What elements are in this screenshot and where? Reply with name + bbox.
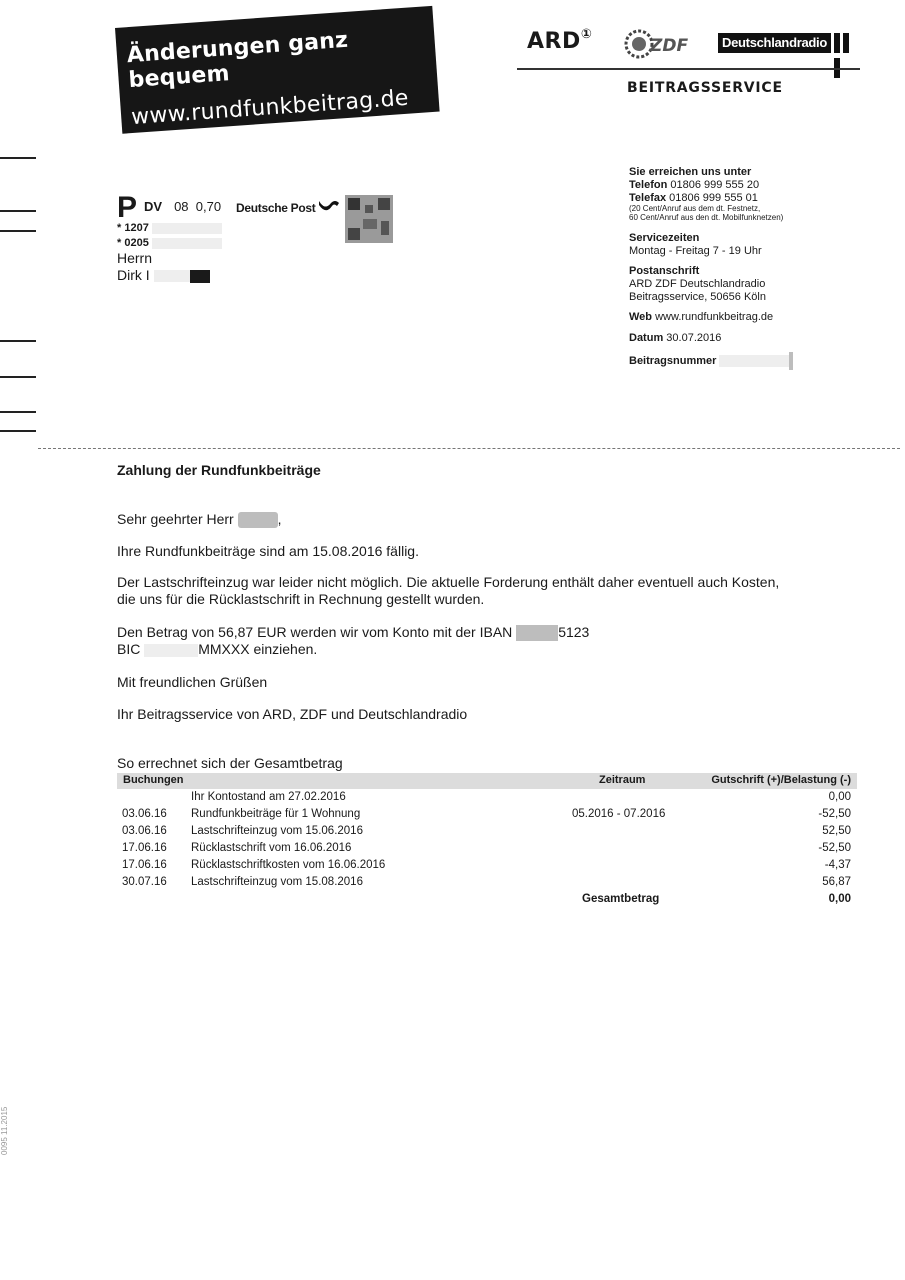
address-code-2: * 0205 bbox=[117, 237, 222, 249]
contact-cost-note: (20 Cent/Anruf aus dem dt. Festnetz, 60 Cent/Anruf aus den dt. Mobilfunknetzen) bbox=[629, 204, 784, 222]
table-total-row bbox=[117, 893, 857, 910]
table-row: Ihr Kontostand am 27.02.2016 0,00 bbox=[191, 791, 851, 803]
fold-dashed-line bbox=[38, 448, 900, 449]
postal-address-line2: Beitragsservice, 50656 Köln bbox=[629, 291, 766, 303]
table-row: 17.06.16 Rücklastschrift vom 16.06.2016 -52,50 bbox=[122, 842, 851, 854]
department-name: BEITRAGSSERVICE bbox=[627, 80, 783, 96]
matrix-code-icon bbox=[345, 195, 393, 243]
total-value: 0,00 bbox=[828, 893, 851, 905]
contact-fax: Telefax 01806 999 555 01 bbox=[629, 192, 758, 204]
total-label: Gesamtbetrag bbox=[582, 893, 660, 905]
table-row: 03.06.16 Rundfunkbeiträge für 1 Wohnung 05.2016 - 07.2016 -52,50 bbox=[122, 808, 851, 820]
zdf-logo bbox=[624, 27, 692, 61]
table-row: 30.07.16 Lastschrifteinzug vom 15.08.2016 56,87 bbox=[122, 876, 851, 888]
service-hours-label: Servicezeiten bbox=[629, 232, 700, 244]
promo-banner bbox=[115, 6, 440, 134]
letter-para-debit-1: Der Lastschrifteinzug war leider nicht möglich. Die aktuelle Forderung enthält daher eventuell auch Kosten, bbox=[117, 574, 780, 590]
banner-url: www.rundfunkbeitrag.de bbox=[130, 85, 410, 131]
ard-logo: ARD① bbox=[527, 27, 593, 54]
letter-subject: Zahlung der Rundfunkbeiträge bbox=[117, 462, 321, 478]
fold-mark bbox=[0, 340, 36, 342]
letter-para-debit-2: die uns für die Rücklastschrift in Rechnung gestellt wurden. bbox=[117, 591, 485, 607]
postal-address-line1: ARD ZDF Deutschlandradio bbox=[629, 278, 766, 290]
header-rule bbox=[517, 68, 860, 70]
recipient-salutation: Herrn bbox=[117, 250, 153, 266]
deutschlandradio-logo: Deutschlandradio bbox=[718, 33, 831, 53]
deutsche-post-label: Deutsche Post bbox=[236, 201, 316, 215]
letter-signature: Ihr Beitragsservice von ARD, ZDF und Deutschlandradio bbox=[117, 706, 468, 722]
web-address: Web www.rundfunkbeitrag.de bbox=[629, 311, 774, 323]
contact-phone: Telefon 01806 999 555 20 bbox=[629, 179, 760, 191]
letter-closing: Mit freundlichen Grüßen bbox=[117, 674, 268, 690]
address-code-1: * 1207 bbox=[117, 222, 222, 234]
table-header bbox=[117, 773, 857, 789]
contribution-number: Beitragsnummer bbox=[629, 352, 793, 370]
postal-address-label: Postanschrift bbox=[629, 265, 700, 277]
letter-date: Datum 30.07.2016 bbox=[629, 332, 722, 344]
fold-mark bbox=[0, 210, 36, 212]
fold-mark bbox=[0, 430, 36, 432]
svg-text:ZDF: ZDF bbox=[650, 36, 689, 56]
header-amount: Gutschrift (+)/Belastung (-) bbox=[711, 774, 851, 786]
table-row: 03.06.16 Lastschrifteinzug vom 15.06.2016 52,50 bbox=[122, 825, 851, 837]
letter-para-due: Ihre Rundfunkbeiträge sind am 15.08.2016 fällig. bbox=[117, 543, 419, 559]
fold-mark bbox=[0, 411, 36, 413]
fold-mark bbox=[0, 376, 36, 378]
postage-p-mark: P bbox=[117, 191, 138, 224]
letter-para-bic: BIC MMXXX einziehen. bbox=[117, 641, 318, 657]
letter-para-amount: Den Betrag von 56,87 EUR werden wir vom Konto mit der IBAN 5123 bbox=[117, 624, 590, 640]
recipient-name: Dirk I bbox=[117, 267, 210, 283]
service-hours: Montag - Freitag 7 - 19 Uhr bbox=[629, 245, 762, 257]
table-row: 17.06.16 Rücklastschriftkosten vom 16.06.2016 -4,37 bbox=[122, 859, 851, 871]
header-period: Zeitraum bbox=[599, 774, 646, 786]
banner-headline: Änderungen ganz bequem bbox=[126, 27, 349, 94]
posthorn-icon bbox=[317, 197, 341, 215]
deutschlandradio-bars-icon bbox=[834, 33, 860, 53]
fold-mark bbox=[0, 230, 36, 232]
contact-reach-label: Sie erreichen uns unter bbox=[629, 166, 752, 178]
form-code-note: 0095 11.2015 bbox=[0, 1106, 9, 1155]
table-title: So errechnet sich der Gesamtbetrag bbox=[117, 755, 343, 771]
letter-greeting: Sehr geehrter Herr , bbox=[117, 511, 282, 527]
postage-codes: DV 08 0,70 bbox=[144, 199, 222, 214]
fold-mark bbox=[0, 157, 36, 159]
header-bookings: Buchungen bbox=[123, 774, 184, 786]
